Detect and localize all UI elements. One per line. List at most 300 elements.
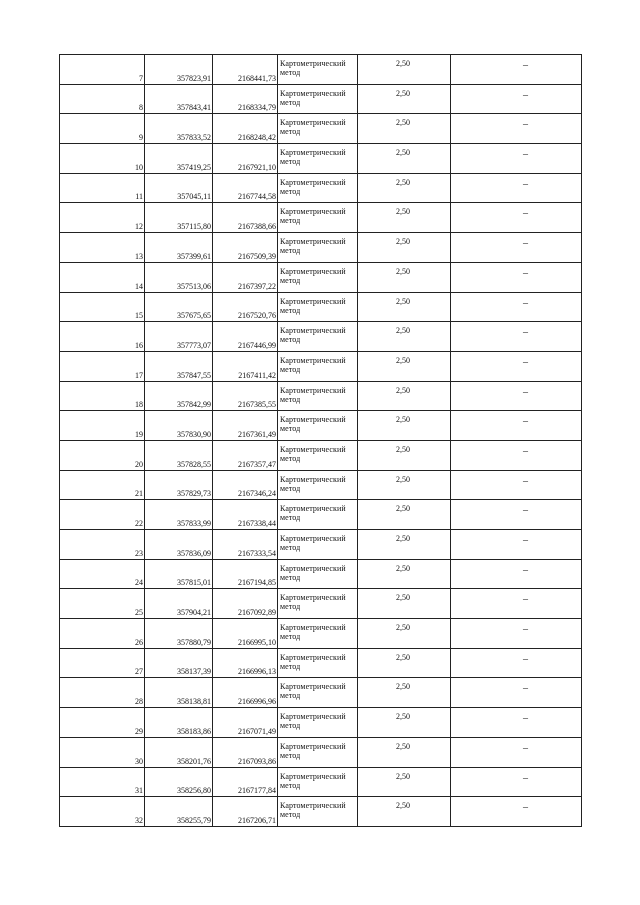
y-coordinate: 2166996,96 bbox=[238, 697, 276, 707]
table-row bbox=[60, 559, 582, 589]
x-coordinate-cell bbox=[145, 767, 213, 797]
point-number: 23 bbox=[135, 548, 143, 558]
y-coordinate: 2168334,79 bbox=[238, 103, 276, 113]
y-coordinate: 2167520,76 bbox=[238, 311, 276, 321]
x-coordinate: 357815,01 bbox=[177, 578, 211, 588]
method-cell bbox=[278, 144, 358, 174]
precision-cell bbox=[358, 233, 451, 263]
x-coordinate-cell bbox=[145, 619, 213, 649]
description-cell bbox=[451, 381, 582, 411]
description-dash: – bbox=[523, 208, 528, 220]
point-number-cell bbox=[60, 767, 145, 797]
x-coordinate: 357830,90 bbox=[177, 429, 211, 439]
y-coordinate-cell bbox=[213, 144, 278, 174]
precision-value: 2,50 bbox=[396, 652, 410, 662]
description-cell bbox=[451, 559, 582, 589]
table-row bbox=[60, 678, 582, 708]
method-line2: метод bbox=[280, 246, 301, 256]
description-cell bbox=[451, 767, 582, 797]
point-number-cell bbox=[60, 470, 145, 500]
point-number: 24 bbox=[135, 578, 143, 588]
x-coordinate-cell bbox=[145, 84, 213, 114]
y-coordinate-cell bbox=[213, 708, 278, 738]
y-coordinate-cell bbox=[213, 737, 278, 767]
x-coordinate-cell bbox=[145, 55, 213, 85]
description-dash: – bbox=[523, 653, 528, 665]
y-coordinate-cell bbox=[213, 619, 278, 649]
point-number: 25 bbox=[135, 608, 143, 618]
point-number: 19 bbox=[135, 429, 143, 439]
method-text bbox=[280, 59, 346, 77]
description-cell bbox=[451, 84, 582, 114]
method-cell bbox=[278, 322, 358, 352]
point-number-cell bbox=[60, 589, 145, 619]
method-cell bbox=[278, 708, 358, 738]
method-text bbox=[280, 504, 346, 522]
table-row bbox=[60, 144, 582, 174]
point-number-cell bbox=[60, 292, 145, 322]
method-line2: метод bbox=[280, 68, 301, 77]
method-line1: Картометрический bbox=[280, 266, 346, 276]
point-number-cell bbox=[60, 678, 145, 708]
method-line1: Картометрический bbox=[280, 88, 346, 98]
y-coordinate: 2167346,24 bbox=[238, 489, 276, 499]
point-number-cell bbox=[60, 351, 145, 381]
description-dash: – bbox=[523, 238, 528, 250]
method-cell bbox=[278, 55, 358, 85]
x-coordinate: 358137,39 bbox=[177, 667, 211, 677]
description-cell bbox=[451, 262, 582, 292]
y-coordinate: 2167071,49 bbox=[238, 726, 276, 736]
method-line2: метод bbox=[280, 543, 301, 552]
point-number-cell bbox=[60, 648, 145, 678]
description-cell bbox=[451, 203, 582, 233]
point-number: 18 bbox=[135, 400, 143, 410]
precision-cell bbox=[358, 737, 451, 767]
table-row bbox=[60, 411, 582, 441]
x-coordinate-cell bbox=[145, 322, 213, 352]
precision-value: 2,50 bbox=[396, 623, 410, 633]
point-number-cell bbox=[60, 203, 145, 233]
method-line1: Картометрический bbox=[280, 326, 346, 336]
method-line2: метод bbox=[280, 661, 301, 671]
x-coordinate: 357904,21 bbox=[177, 608, 211, 618]
point-number: 13 bbox=[135, 251, 143, 261]
precision-value: 2,50 bbox=[396, 771, 410, 781]
precision-value: 2,50 bbox=[396, 237, 410, 247]
method-line1: Картометрический bbox=[280, 415, 346, 425]
x-coordinate: 358138,81 bbox=[177, 697, 211, 707]
method-line2: метод bbox=[280, 572, 301, 582]
method-line1: Картометрический bbox=[280, 801, 346, 811]
y-coordinate: 2167092,89 bbox=[238, 608, 276, 618]
description-dash: – bbox=[523, 267, 528, 279]
method-cell bbox=[278, 678, 358, 708]
method-line2: метод bbox=[280, 97, 301, 107]
x-coordinate: 358255,79 bbox=[177, 815, 211, 825]
x-coordinate: 357847,55 bbox=[177, 370, 211, 380]
x-coordinate-cell bbox=[145, 440, 213, 470]
description-cell bbox=[451, 322, 582, 352]
point-number: 7 bbox=[139, 73, 143, 83]
x-coordinate-cell bbox=[145, 292, 213, 322]
description-cell bbox=[451, 144, 582, 174]
point-number: 14 bbox=[135, 281, 143, 291]
method-text bbox=[280, 237, 346, 255]
precision-value: 2,50 bbox=[396, 563, 410, 573]
y-coordinate: 2167206,71 bbox=[238, 815, 276, 825]
x-coordinate-cell bbox=[145, 144, 213, 174]
description-cell bbox=[451, 678, 582, 708]
point-number-cell bbox=[60, 55, 145, 85]
x-coordinate: 358256,80 bbox=[177, 786, 211, 796]
method-line2: метод bbox=[280, 750, 301, 760]
y-coordinate-cell bbox=[213, 381, 278, 411]
x-coordinate: 357419,25 bbox=[177, 162, 211, 172]
method-line2: метод bbox=[280, 453, 301, 463]
point-number-cell bbox=[60, 797, 145, 827]
description-cell bbox=[451, 648, 582, 678]
method-cell bbox=[278, 440, 358, 470]
precision-cell bbox=[358, 470, 451, 500]
precision-value: 2,50 bbox=[396, 504, 410, 514]
method-cell bbox=[278, 84, 358, 114]
y-coordinate-cell bbox=[213, 678, 278, 708]
method-line2: метод bbox=[280, 721, 301, 731]
method-line1: Картометрический bbox=[280, 593, 346, 603]
method-text bbox=[280, 445, 346, 463]
point-number: 30 bbox=[135, 756, 143, 766]
method-line1: Картометрический bbox=[280, 296, 346, 306]
precision-cell bbox=[358, 173, 451, 203]
point-number: 29 bbox=[135, 726, 143, 736]
y-coordinate-cell bbox=[213, 233, 278, 263]
precision-cell bbox=[358, 292, 451, 322]
description-dash: – bbox=[523, 624, 528, 636]
y-coordinate: 2167177,84 bbox=[238, 786, 276, 796]
description-dash: – bbox=[523, 119, 528, 131]
y-coordinate-cell bbox=[213, 114, 278, 144]
method-line2: метод bbox=[280, 513, 301, 523]
x-coordinate-cell bbox=[145, 737, 213, 767]
method-line1: Картометрический bbox=[280, 771, 346, 781]
x-coordinate: 357823,91 bbox=[177, 73, 211, 83]
x-coordinate-cell bbox=[145, 381, 213, 411]
y-coordinate-cell bbox=[213, 589, 278, 619]
method-line1: Картометрический bbox=[280, 563, 346, 573]
method-line2: метод bbox=[280, 157, 301, 167]
precision-cell bbox=[358, 84, 451, 114]
method-text bbox=[280, 682, 346, 700]
table-row bbox=[60, 589, 582, 619]
precision-cell bbox=[358, 708, 451, 738]
method-line2: метод bbox=[280, 810, 301, 820]
y-coordinate: 2167333,54 bbox=[238, 548, 276, 558]
precision-cell bbox=[358, 619, 451, 649]
point-number: 16 bbox=[135, 340, 143, 350]
y-coordinate-cell bbox=[213, 440, 278, 470]
x-coordinate: 357829,73 bbox=[177, 489, 211, 499]
table-row bbox=[60, 203, 582, 233]
method-cell bbox=[278, 500, 358, 530]
description-dash: – bbox=[523, 475, 528, 487]
x-coordinate: 357833,99 bbox=[177, 519, 211, 528]
precision-value: 2,50 bbox=[396, 177, 410, 187]
point-number-cell bbox=[60, 381, 145, 411]
precision-value: 2,50 bbox=[396, 682, 410, 692]
y-coordinate-cell bbox=[213, 767, 278, 797]
method-line2: метод bbox=[280, 780, 301, 790]
method-text bbox=[280, 118, 346, 136]
method-line2: метод bbox=[280, 632, 301, 642]
description-dash: – bbox=[523, 445, 528, 457]
y-coordinate-cell bbox=[213, 173, 278, 203]
point-number-cell bbox=[60, 619, 145, 649]
y-coordinate-cell bbox=[213, 322, 278, 352]
table-row bbox=[60, 530, 582, 560]
table-row bbox=[60, 708, 582, 738]
method-line1: Картометрический bbox=[280, 741, 346, 751]
method-text bbox=[280, 356, 346, 374]
point-number: 32 bbox=[135, 815, 143, 825]
coordinates-table bbox=[59, 54, 582, 827]
table-row bbox=[60, 351, 582, 381]
point-number-cell bbox=[60, 500, 145, 530]
method-text bbox=[280, 386, 346, 404]
method-text bbox=[280, 148, 346, 166]
x-coordinate: 357833,52 bbox=[177, 133, 211, 143]
x-coordinate: 357045,11 bbox=[177, 192, 211, 202]
table-row bbox=[60, 233, 582, 263]
precision-value: 2,50 bbox=[396, 415, 410, 425]
point-number-cell bbox=[60, 173, 145, 203]
x-coordinate-cell bbox=[145, 262, 213, 292]
x-coordinate-cell bbox=[145, 797, 213, 827]
point-number-cell bbox=[60, 114, 145, 144]
method-line1: Картометрический bbox=[280, 207, 346, 217]
y-coordinate-cell bbox=[213, 500, 278, 530]
precision-value: 2,50 bbox=[396, 59, 410, 68]
method-cell bbox=[278, 737, 358, 767]
method-cell bbox=[278, 381, 358, 411]
method-line1: Картометрический bbox=[280, 385, 346, 395]
point-number: 31 bbox=[135, 786, 143, 796]
description-cell bbox=[451, 737, 582, 767]
method-line2: метод bbox=[280, 275, 301, 285]
description-dash: – bbox=[523, 149, 528, 161]
precision-value: 2,50 bbox=[396, 593, 410, 603]
method-cell bbox=[278, 619, 358, 649]
method-text bbox=[280, 742, 346, 760]
point-number-cell bbox=[60, 233, 145, 263]
method-line1: Картометрический bbox=[280, 59, 346, 68]
x-coordinate: 358201,76 bbox=[177, 756, 211, 766]
method-cell bbox=[278, 648, 358, 678]
coordinates-table-body bbox=[60, 55, 582, 827]
x-coordinate-cell bbox=[145, 114, 213, 144]
table-row bbox=[60, 262, 582, 292]
description-cell bbox=[451, 292, 582, 322]
precision-cell bbox=[358, 411, 451, 441]
y-coordinate: 2167194,85 bbox=[238, 578, 276, 588]
description-dash: – bbox=[523, 60, 528, 71]
precision-cell bbox=[358, 559, 451, 589]
y-coordinate: 2167509,39 bbox=[238, 251, 276, 261]
point-number: 9 bbox=[139, 133, 143, 143]
description-dash: – bbox=[523, 535, 528, 546]
point-number: 27 bbox=[135, 667, 143, 677]
description-dash: – bbox=[523, 742, 528, 754]
y-coordinate: 2168441,73 bbox=[238, 73, 276, 83]
precision-value: 2,50 bbox=[396, 326, 410, 336]
x-coordinate: 357115,80 bbox=[177, 222, 211, 232]
precision-cell bbox=[358, 648, 451, 678]
method-line1: Картометрический bbox=[280, 504, 346, 514]
table-row bbox=[60, 470, 582, 500]
method-line2: метод bbox=[280, 691, 301, 701]
point-number-cell bbox=[60, 559, 145, 589]
y-coordinate: 2168248,42 bbox=[238, 133, 276, 143]
description-cell bbox=[451, 411, 582, 441]
method-cell bbox=[278, 767, 358, 797]
x-coordinate: 357836,09 bbox=[177, 548, 211, 558]
description-dash: – bbox=[523, 89, 528, 101]
x-coordinate: 358183,86 bbox=[177, 726, 211, 736]
precision-value: 2,50 bbox=[396, 266, 410, 276]
description-cell bbox=[451, 233, 582, 263]
precision-value: 2,50 bbox=[396, 148, 410, 158]
precision-value: 2,50 bbox=[396, 712, 410, 722]
method-cell bbox=[278, 530, 358, 560]
method-line1: Картометрический bbox=[280, 118, 346, 128]
y-coordinate-cell bbox=[213, 530, 278, 560]
description-dash: – bbox=[523, 683, 528, 695]
method-cell bbox=[278, 114, 358, 144]
y-coordinate: 2167411,42 bbox=[238, 370, 276, 380]
description-cell bbox=[451, 589, 582, 619]
x-coordinate-cell bbox=[145, 530, 213, 560]
precision-value: 2,50 bbox=[396, 88, 410, 98]
y-coordinate: 2167361,49 bbox=[238, 429, 276, 439]
precision-value: 2,50 bbox=[396, 207, 410, 217]
precision-cell bbox=[358, 322, 451, 352]
precision-cell bbox=[358, 381, 451, 411]
precision-cell bbox=[358, 203, 451, 233]
method-text bbox=[280, 267, 346, 285]
point-number: 22 bbox=[135, 519, 143, 528]
y-coordinate: 2167744,58 bbox=[238, 192, 276, 202]
description-dash: – bbox=[523, 327, 528, 339]
method-text bbox=[280, 534, 346, 552]
point-number: 28 bbox=[135, 697, 143, 707]
table-row bbox=[60, 322, 582, 352]
x-coordinate-cell bbox=[145, 203, 213, 233]
precision-value: 2,50 bbox=[396, 296, 410, 306]
table-row bbox=[60, 292, 582, 322]
y-coordinate: 2167446,99 bbox=[238, 340, 276, 350]
x-coordinate: 357843,41 bbox=[177, 103, 211, 113]
y-coordinate: 2166995,10 bbox=[238, 637, 276, 647]
y-coordinate: 2167388,66 bbox=[238, 222, 276, 232]
point-number-cell bbox=[60, 530, 145, 560]
method-line2: метод bbox=[280, 186, 301, 196]
x-coordinate-cell bbox=[145, 648, 213, 678]
x-coordinate: 357828,55 bbox=[177, 459, 211, 469]
precision-cell bbox=[358, 55, 451, 85]
method-line1: Картометрический bbox=[280, 177, 346, 187]
x-coordinate-cell bbox=[145, 708, 213, 738]
y-coordinate-cell bbox=[213, 292, 278, 322]
table-row bbox=[60, 173, 582, 203]
y-coordinate: 2167357,47 bbox=[238, 459, 276, 469]
y-coordinate-cell bbox=[213, 351, 278, 381]
x-coordinate-cell bbox=[145, 173, 213, 203]
table-row bbox=[60, 84, 582, 114]
method-text bbox=[280, 415, 346, 433]
method-text bbox=[280, 772, 346, 790]
method-line1: Картометрический bbox=[280, 534, 346, 543]
point-number: 21 bbox=[135, 489, 143, 499]
description-dash: – bbox=[523, 356, 528, 368]
method-line2: метод bbox=[280, 394, 301, 404]
method-line2: метод bbox=[280, 364, 301, 374]
method-line2: метод bbox=[280, 602, 301, 612]
description-cell bbox=[451, 440, 582, 470]
method-cell bbox=[278, 797, 358, 827]
point-number: 26 bbox=[135, 637, 143, 647]
method-text bbox=[280, 593, 346, 611]
method-line1: Картометрический bbox=[280, 355, 346, 365]
point-number: 8 bbox=[139, 103, 143, 113]
table-row bbox=[60, 55, 582, 85]
precision-value: 2,50 bbox=[396, 355, 410, 365]
method-line2: метод bbox=[280, 216, 301, 226]
table-row bbox=[60, 797, 582, 827]
y-coordinate-cell bbox=[213, 470, 278, 500]
y-coordinate-cell bbox=[213, 55, 278, 85]
precision-cell bbox=[358, 797, 451, 827]
description-cell bbox=[451, 708, 582, 738]
precision-value: 2,50 bbox=[396, 741, 410, 751]
description-cell bbox=[451, 470, 582, 500]
method-cell bbox=[278, 411, 358, 441]
method-text bbox=[280, 475, 346, 493]
precision-value: 2,50 bbox=[396, 444, 410, 454]
x-coordinate-cell bbox=[145, 411, 213, 441]
y-coordinate: 2167921,10 bbox=[238, 162, 276, 172]
description-cell bbox=[451, 55, 582, 85]
method-cell bbox=[278, 292, 358, 322]
method-cell bbox=[278, 351, 358, 381]
method-cell bbox=[278, 470, 358, 500]
x-coordinate: 357399,61 bbox=[177, 251, 211, 261]
precision-cell bbox=[358, 114, 451, 144]
y-coordinate: 2167385,55 bbox=[238, 400, 276, 410]
y-coordinate-cell bbox=[213, 648, 278, 678]
y-coordinate-cell bbox=[213, 203, 278, 233]
x-coordinate: 357842,99 bbox=[177, 400, 211, 410]
method-text bbox=[280, 297, 346, 315]
description-dash: – bbox=[523, 505, 528, 517]
description-cell bbox=[451, 530, 582, 560]
description-cell bbox=[451, 619, 582, 649]
x-coordinate-cell bbox=[145, 233, 213, 263]
method-cell bbox=[278, 589, 358, 619]
method-line1: Картометрический bbox=[280, 148, 346, 158]
description-cell bbox=[451, 500, 582, 530]
table-row bbox=[60, 114, 582, 144]
method-line1: Картометрический bbox=[280, 712, 346, 722]
